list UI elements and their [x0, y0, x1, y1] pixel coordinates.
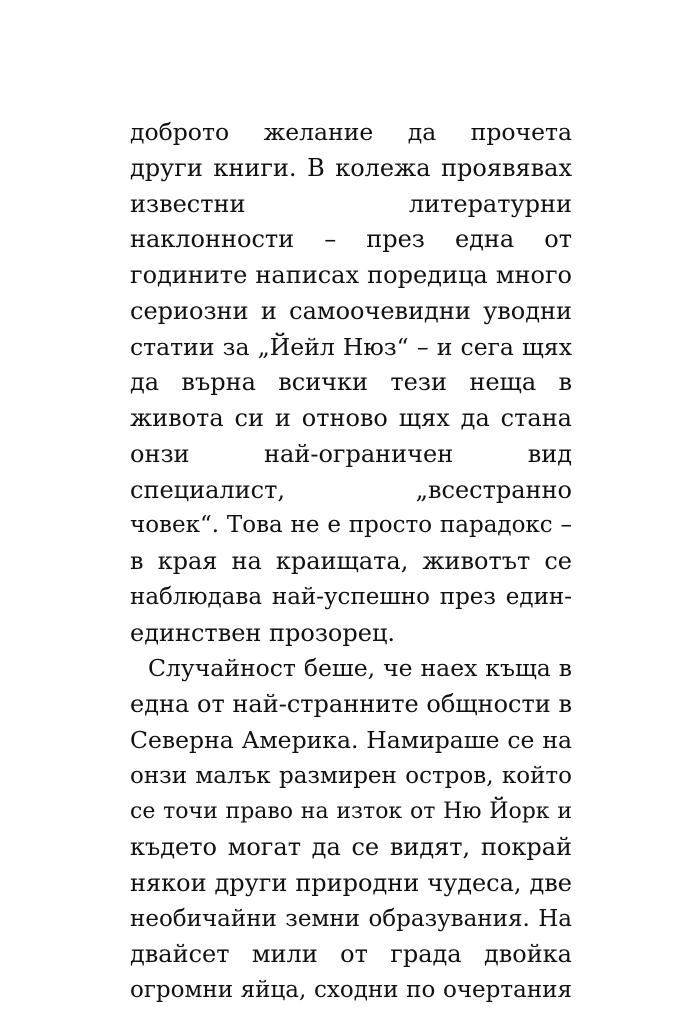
text-line: да върна всички тези неща в [130, 368, 572, 397]
text-line: където могат да се видят, покрай [130, 833, 572, 861]
text-line: Северна Америка. Намираше се на [130, 725, 572, 754]
text-line: единствен прозорец. [130, 618, 396, 647]
text-line: човек“. Това не е просто парадокс – [130, 512, 572, 539]
text-line: сериозни и самоочевидни уводни [130, 296, 572, 325]
text-line: онзи най-ограничен вид [130, 439, 572, 468]
text-line: една от най-странните общности в [130, 690, 572, 718]
text-line: други книги. В колежа проявявах [130, 153, 572, 182]
text-line: специалист, „всестранно [130, 475, 572, 504]
paragraph-first-line: Случайност беше, че наех къща в [148, 654, 572, 683]
text-line: наблюдава най-успешно през един- [130, 583, 572, 610]
text-line: годините написах поредица много [130, 261, 572, 289]
text-line: доброто желание да прочета [130, 118, 572, 146]
text-line: в края на краищата, животът се [130, 547, 572, 575]
text-line: живота си и отново щях да стана [130, 404, 572, 432]
text-line: двайсет мили от града двойка [130, 940, 572, 969]
body-text [130, 115, 572, 1009]
text-line: необичайни земни образувания. На [130, 905, 572, 932]
text-line: огромни яйца, сходни по очертания [130, 977, 572, 1003]
text-line: онзи малък размирен остров, който [130, 762, 572, 789]
text-line: се точи право на изток от Ню Йорк и [130, 799, 572, 825]
text-line: наклонности – през една от [130, 225, 572, 254]
text-line: статии за „Йейл Нюз“ – и сега щях [130, 332, 572, 361]
text-line: някои други природни чудеса, две [130, 868, 572, 897]
text-line: известни литературни [130, 189, 572, 218]
